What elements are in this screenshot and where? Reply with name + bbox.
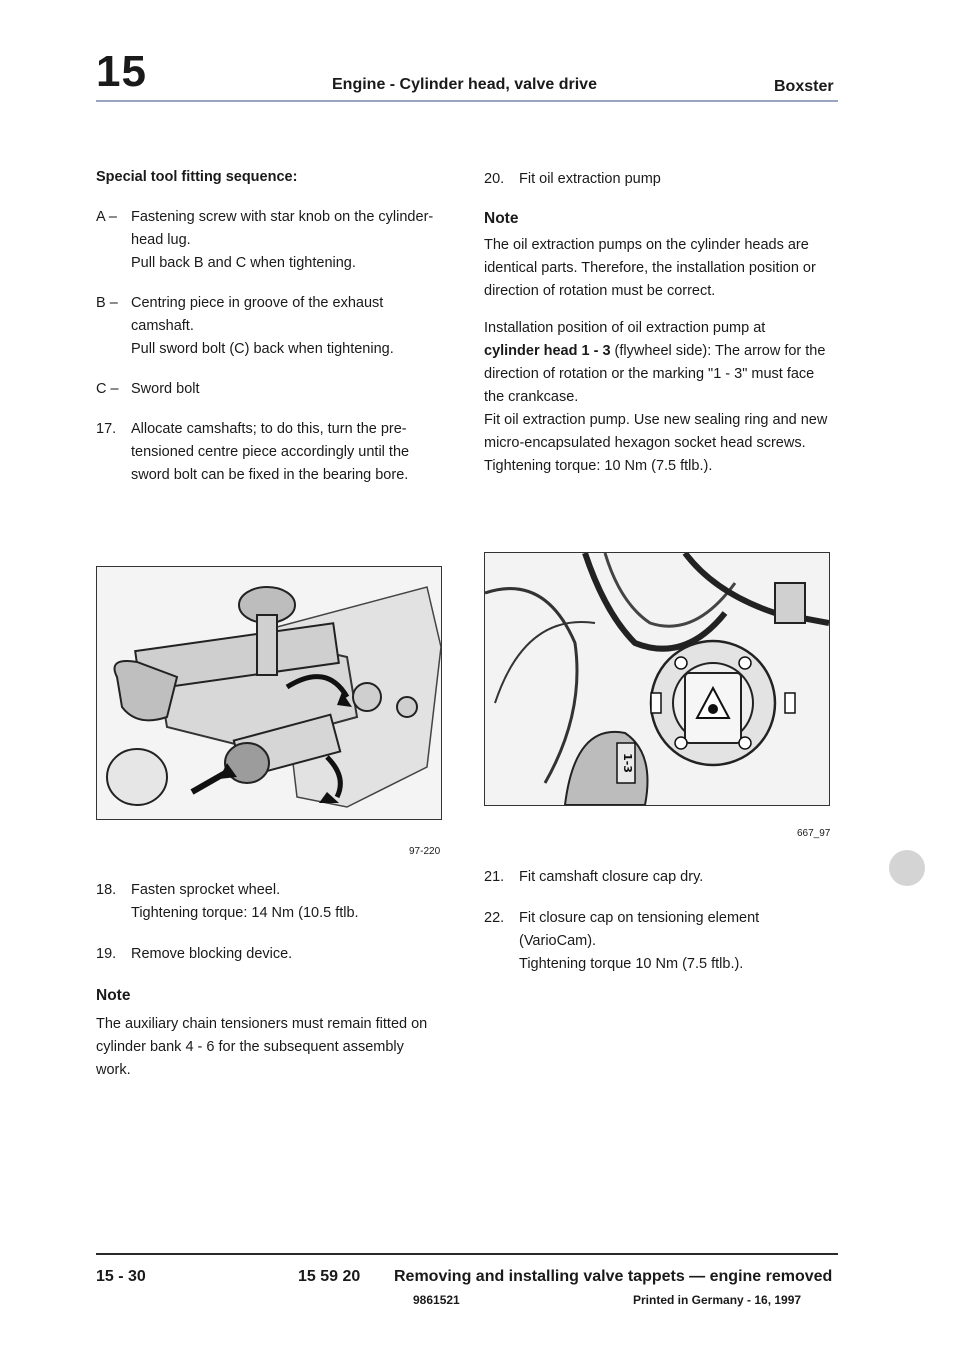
step-21-label: 21. [484,869,505,885]
install-text-d: Tightening torque: 10 Nm (7.5 ftlb.). [484,458,713,474]
pump-figure [484,552,830,806]
left-note-text: The auxiliary chain tensioners must remain fitted on cylinder bank 4 - 6 for the subsequent assembly work. [96,1016,428,1078]
footer-page-number: 15 - 30 [96,1268,146,1285]
step-a-text: Fastening screw with star knob on the cylinder-head lug. [131,209,434,248]
tool-illustration [97,567,441,819]
step-b-label: B – [96,295,118,311]
step-19 [96,943,436,966]
step-20-text: Fit oil extraction pump [519,171,661,187]
left-note-heading: Note [96,987,131,1004]
pump-illustration [485,553,829,805]
right-note-heading: Note [484,210,519,227]
tool-figure [96,566,442,820]
step-22-sub: Tightening torque 10 Nm (7.5 ftlb.). [519,956,744,972]
left-column-bottom [96,879,436,1082]
step-19-text: Remove blocking device. [131,946,293,962]
footer-title: Removing and installing valve tappets — engine removed [394,1268,833,1285]
footer-code: 15 59 20 [298,1268,361,1285]
step-17-label: 17. [96,421,117,437]
chapter-number: 15 [96,47,147,96]
step-b-sub: Pull sword bolt (C) back when tightening. [131,341,394,357]
header-title: Engine - Cylinder head, valve drive [332,76,597,93]
step-18 [96,879,436,925]
install-text-a: Installation position of oil extraction pump at [484,320,766,336]
step-c [96,378,436,401]
right-column-bottom [484,866,829,976]
step-b-text: Centring piece in groove of the exhaust camshaft. [131,295,384,334]
install-text-bold: cylinder head 1 - 3 [484,343,611,359]
step-22 [484,907,829,976]
step-c-text: Sword bolt [131,381,200,397]
tool-figure-id: 97-220 [409,846,441,857]
step-22-label: 22. [484,910,505,926]
right-note-text: The oil extraction pumps on the cylinder heads are identical parts. Therefore, the installation position or direction of rotation must be correct. [484,237,816,299]
header-model: Boxster [774,78,834,95]
left-column-top [96,166,436,487]
step-21 [484,866,829,889]
step-18-sub: Tightening torque: 14 Nm (10.5 ftlb. [131,905,359,921]
step-20 [484,168,829,191]
install-text-b: (flywheel side): The arrow for the direction of rotation or the marking "1 - 3" must face the crankcase. [484,343,826,405]
step-a-sub: Pull back B and C when tightening. [131,255,356,271]
right-column-top [484,168,829,478]
step-19-label: 19. [96,946,117,962]
step-21-text: Fit camshaft closure cap dry. [519,869,704,885]
install-position-text [484,317,829,409]
footer-part-number: 9861521 [413,1293,460,1307]
header-rule [96,100,838,102]
footer-rule [96,1253,838,1255]
install-text-c: Fit oil extraction pump. Use new sealing ring and new micro-encapsulated hexagon socket head screws. [484,412,828,451]
step-b [96,292,436,361]
step-18-text: Fasten sprocket wheel. [131,882,281,898]
step-17-text: Allocate camshafts; to do this, turn the pre-tensioned centre piece accordingly until the sword bolt can be fixed in the bearing bore. [131,421,410,483]
step-a [96,206,436,275]
step-a-label: A – [96,209,117,225]
footer-printed: Printed in Germany - 16, 1997 [633,1293,802,1307]
step-18-label: 18. [96,882,117,898]
margin-dot [889,850,925,886]
step-c-label: C – [96,381,119,397]
tool-sequence-heading: Special tool fitting sequence: [96,169,298,185]
pump-figure-id: 667_97 [797,828,831,839]
step-22-text: Fit closure cap on tensioning element (VarioCam). [519,910,760,949]
step-20-label: 20. [484,171,505,187]
pump-figure-marking: 1-3 [621,753,634,773]
step-17 [96,418,436,487]
